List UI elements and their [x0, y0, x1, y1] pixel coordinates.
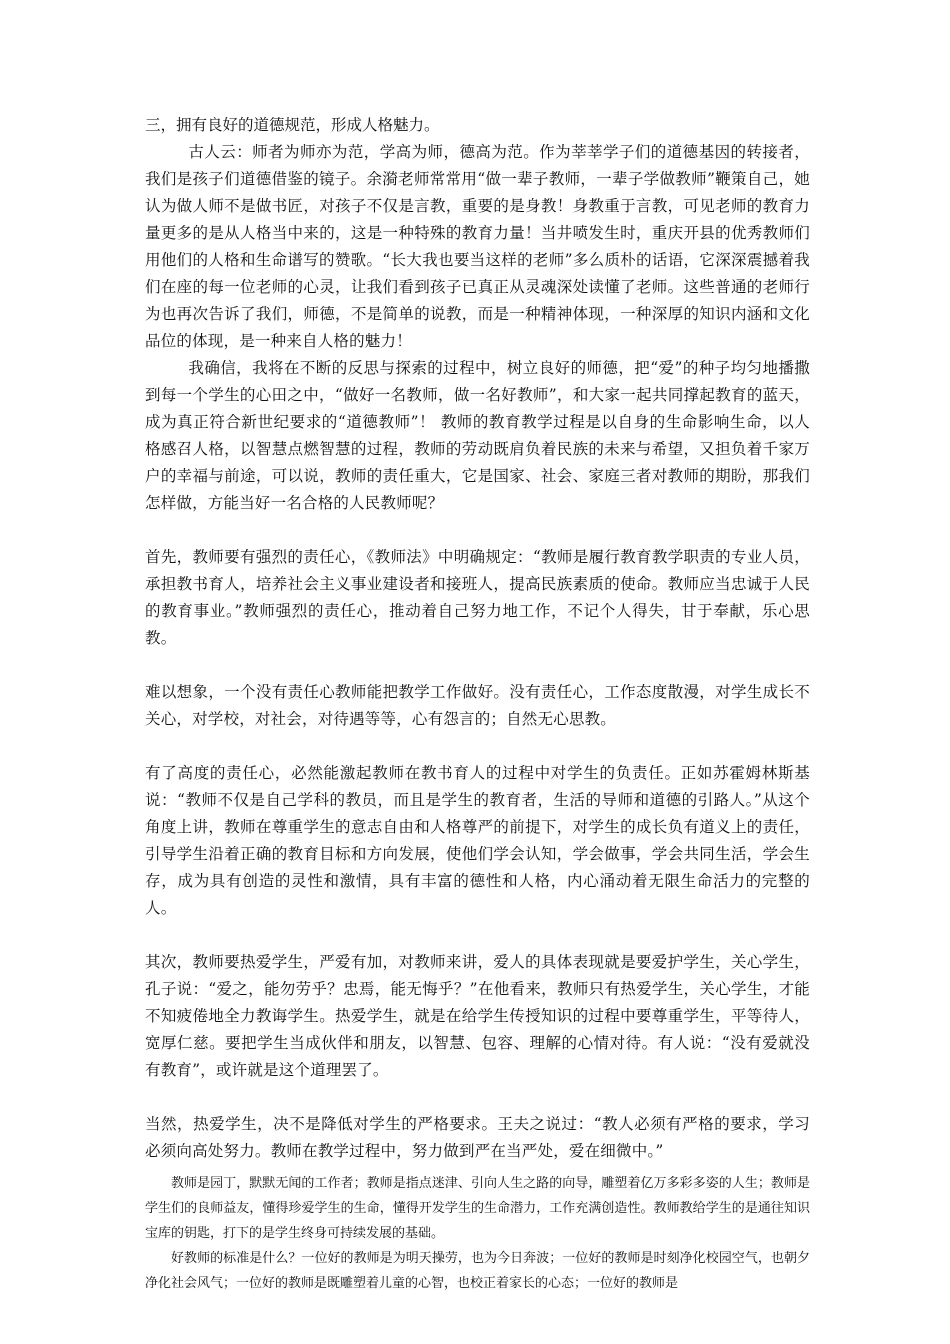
paragraph-teacher-gardener: 教师是园丁，默默无闻的工作者；教师是指点迷津、引向人生之路的向导，雕塑着亿万多彩多姿的人生；教师是学生们的良师益友，懂得珍爱学生的生命，懂得开发学生的生命潜力，工作充满创造性。教师教给学生的是通往知识宝库的钥匙，打下的是学生终身可持续发展的基础。 [145, 1176, 810, 1241]
paragraph-belief: 我确信，我将在不断的反思与探索的过程中，树立良好的师德，把“爱”的种子均匀地播撒到每一个学生的心田之中，“做好一名教师，做一名好教师”，和大家一起共同撑起教育的蓝天，成为真正符合新世纪要求的“道德教师”！ 教师的教育教学过程是以自身的生命影响生命，以人格感召人格，以智慧点燃智慧的过程，教师的劳动既肩负着民族的未来与希望，又担负着千家万户的幸福与前途，可以说，教师的责任重大，它是国家、社会、家庭三者对教师的期盼，那我们怎样做，方能当好一名合格的人民教师呢？ [145, 359, 810, 512]
document-page [145, 112, 810, 1296]
paragraph-strict-requirements: 当然，热爱学生，决不是降低对学生的严格要求。王夫之说过：“教人必须有严格的要求，学习必须向高处努力。教师在教学过程中，努力做到严在当严处，爱在细微中。” [145, 1115, 810, 1160]
paragraph-no-responsibility: 难以想象，一个没有责任心教师能把教学工作做好。没有责任心，工作态度散漫，对学生成长不关心，对学校，对社会，对待遇等等，心有怨言的；自然无心思教。 [145, 683, 810, 728]
section-heading: 三，拥有良好的道德规范，形成人格魅力。 [145, 116, 440, 134]
paragraph-good-teacher-standard: 好教师的标准是什么？一位好的教师是为明天操劳，也为今日奔波；一位好的教师是时刻净化校园空气，也朝夕净化社会风气；一位好的教师是既雕塑着儿童的心智，也校正着家长的心态；一位好的教师是 [145, 1251, 810, 1291]
paragraph-high-responsibility: 有了高度的责任心，必然能激起教师在教书育人的过程中对学生的负责任。正如苏霍姆林斯基说：“教师不仅是自己学科的教员，而且是学生的教育者，生活的导师和道德的引路人。”从这个角度上讲，教师在尊重学生的意志自由和人格尊严的前提下，对学生的成长负有道义上的责任，引导学生沿着正确的教育目标和方向发展，使他们学会认知，学会做事，学会共同生活，学会生存，成为具有创造的灵性和激情，具有丰富的德性和人格，内心涌动着无限生命活力的完整的人。 [145, 764, 810, 917]
paragraph-love-students: 其次，教师要热爱学生，严爱有加，对教师来讲，爱人的具体表现就是要爱护学生，关心学生，孔子说：“爱之，能勿劳乎？忠焉，能无悔乎？”在他看来，教师只有热爱学生，关心学生，才能不知疲倦地全力教诲学生。热爱学生，就是在给学生传授知识的过程中要尊重学生，平等待人，宽厚仁慈。要把学生当成伙伴和朋友，以智慧、包容、理解的心情对待。有人说：“没有爱就没有教育”，或许就是这个道理罢了。 [145, 953, 810, 1079]
paragraph-responsibility: 首先，教师要有强烈的责任心，《教师法》中明确规定：“教师是履行教育教学职责的专业人员，承担教书育人，培养社会主义事业建设者和接班人，提高民族素质的使命。教师应当忠诚于人民的教育事业。”教师强烈的责任心，推动着自己努力地工作，不记个人得失，甘于奉献，乐心思教。 [145, 548, 810, 647]
paragraph-ancient-saying: 古人云：师者为师亦为范，学高为师，德高为范。作为莘莘学子们的道德基因的转接者，我们是孩子们道德借鉴的镜子。余漪老师常常用“做一辈子教师，一辈子学做教师”鞭策自己，她认为做人师不是做书匠，对孩子不仅是言教，重要的是身教！身教重于言教，可见老师的教育力量更多的是从人格当中来的，这是一种特殊的教育力量！当井喷发生时，重庆开县的优秀教师们用他们的人格和生命谱写的赞歌。“长大我也要当这样的老师”多么质朴的话语，它深深震撼着我们在座的每一位老师的心灵，让我们看到孩子已真正从灵魂深处读懂了老师。这些普通的老师行为也再次告诉了我们，师德，不是简单的说教，而是一种精神体现，一种深厚的知识内涵和文化品位的体现，是一种来自人格的魅力！ [145, 143, 810, 350]
